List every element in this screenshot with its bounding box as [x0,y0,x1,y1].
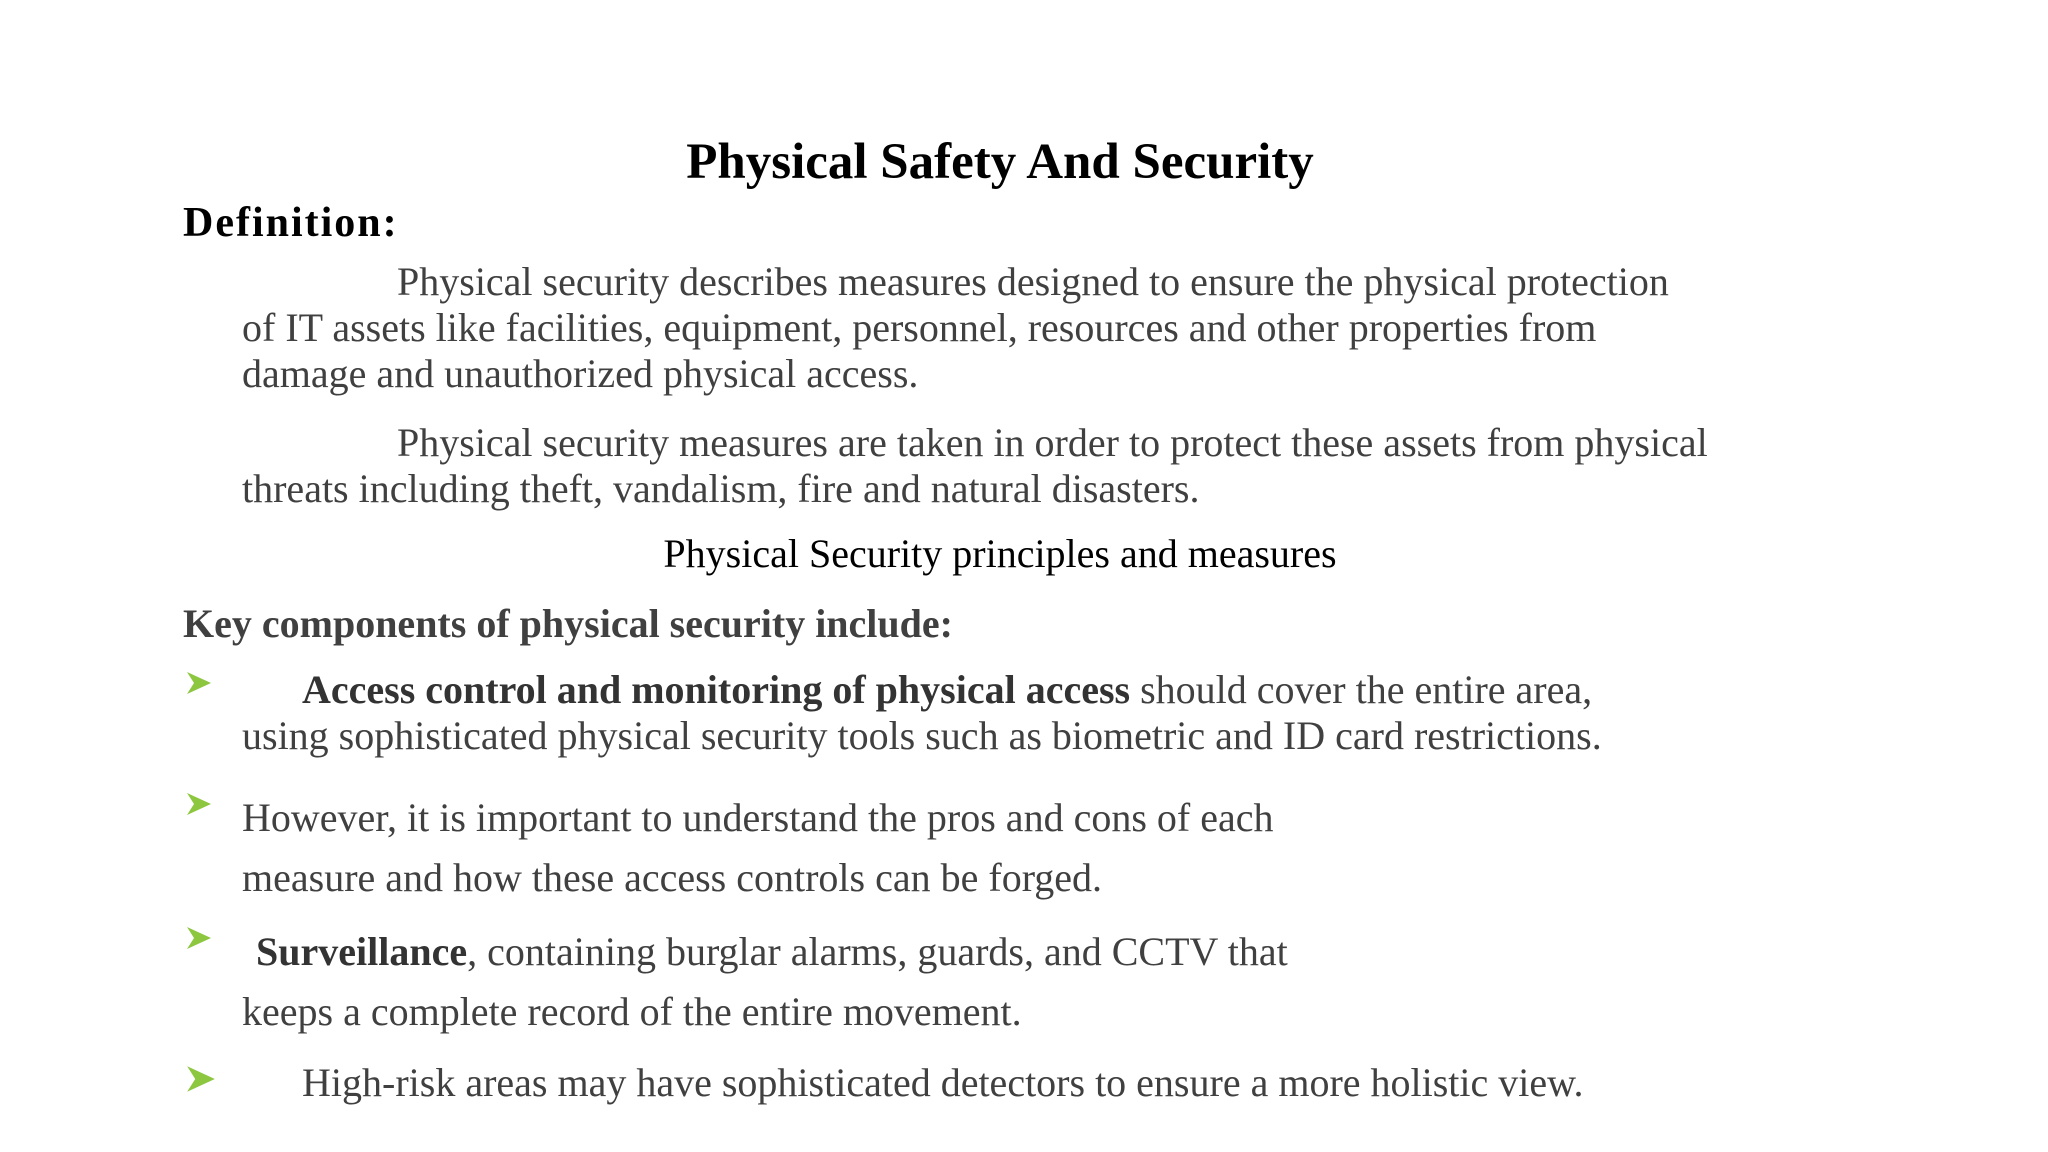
definition-paragraph-2-line: threats including theft, vandalism, fire and natural disasters. [242,466,1200,511]
arrowhead-bullet-icon [186,1064,216,1094]
arrowhead-bullet-icon [186,791,212,817]
bullet-line [242,667,1602,713]
bullet-bold-text: Surveillance [256,929,468,974]
key-components-heading: Key components of physical security include: [183,601,953,646]
bullet-item-access-control [242,667,1602,759]
definition-paragraph-1-line: Physical security describes measures designed to ensure the physical protection [397,259,1669,304]
bullet-item-surveillance [242,922,1288,1042]
bullet-line [242,922,1288,982]
bullet-text: should cover the entire area, [1130,667,1593,712]
definition-paragraph-1-line: of IT assets like facilities, equipment, personnel, resources and other properties from [242,305,1597,350]
bullet-text: , containing burglar alarms, guards, and CCTV that [467,929,1288,974]
definition-paragraph-1 [242,259,1669,397]
bullet-line: measure and how these access controls can be forged. [242,855,1103,900]
section-subtitle: Physical Security principles and measures [663,531,1337,576]
definition-paragraph-2 [242,420,1708,512]
slide-title: Physical Safety And Security [686,134,1314,190]
arrowhead-bullet-icon [186,925,212,951]
definition-paragraph-2-line: Physical security measures are taken in order to protect these assets from physical [397,420,1708,465]
bullet-line: using sophisticated physical security tools such as biometric and ID card restrictions. [242,713,1602,758]
definition-label: Definition: [183,200,399,246]
definition-paragraph-1-line: damage and unauthorized physical access. [242,351,919,396]
bullet-line: High-risk areas may have sophisticated detectors to ensure a more holistic view. [302,1060,1584,1105]
bullet-line: However, it is important to understand the pros and cons of each [242,795,1274,840]
bullet-item-pros-cons [242,788,1273,908]
arrowhead-bullet-icon [186,670,212,696]
bullet-line: keeps a complete record of the entire movement. [242,989,1022,1034]
bullet-item-high-risk [302,1060,1583,1106]
bullet-bold-text: Access control and monitoring of physical access [302,667,1131,712]
